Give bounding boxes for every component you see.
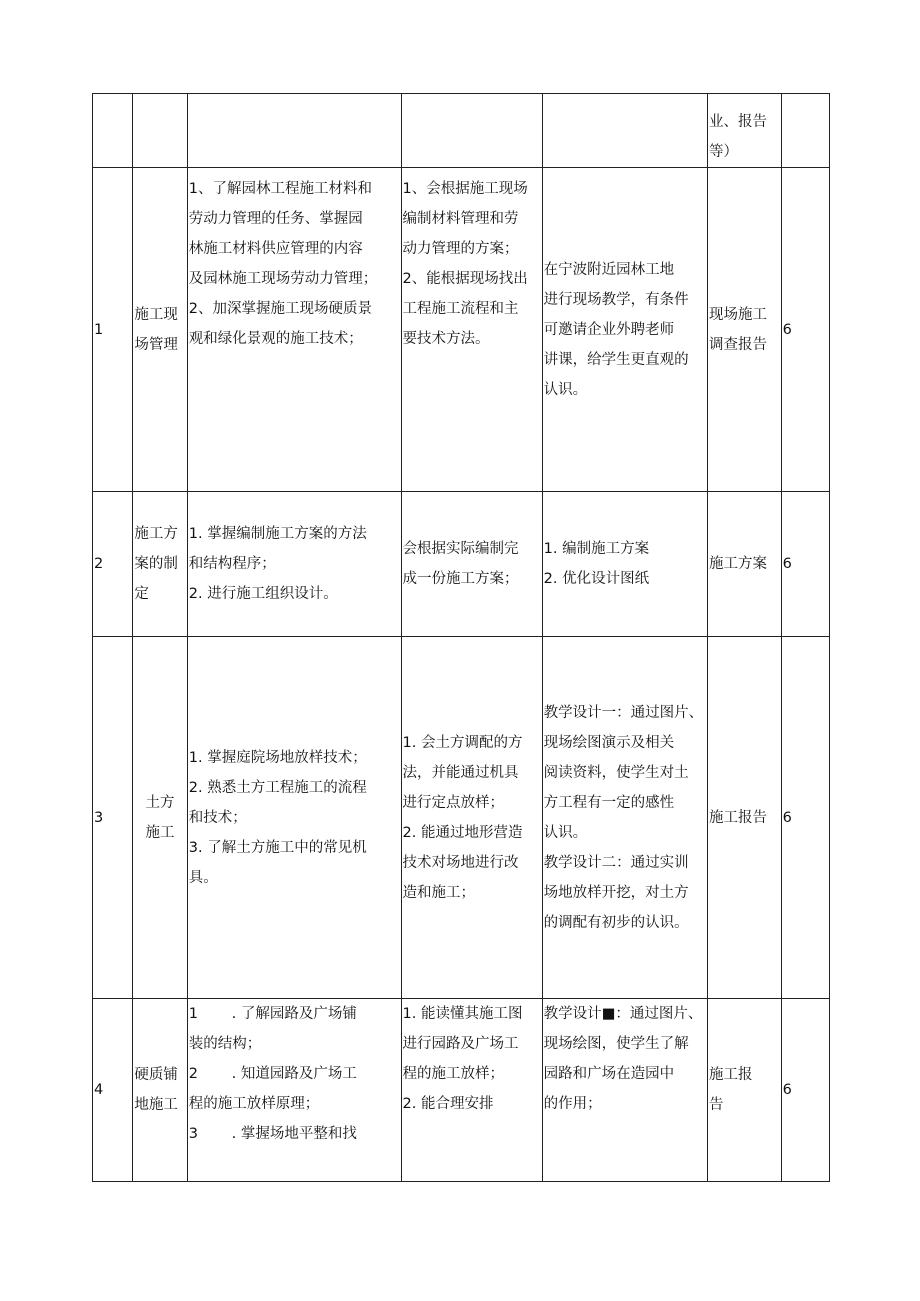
cell-output: 业、报告 等）: [707, 94, 781, 168]
cell-output: 施工方案: [707, 492, 781, 637]
cell-output: 施工报 告: [707, 999, 781, 1182]
cell-topic: 施工现 场管理: [133, 168, 187, 492]
table-row: [93, 94, 830, 168]
cell-skill: 1. 会土方调配的方 法，并能通过机具 进行定点放样； 2. 能通过地形营造 技术对场地进行改 造和施工；: [401, 637, 542, 999]
cell-goal: 1 . 了解园路及广场铺 装的结构； 2 . 知道园路及广场工 程的施工放样原理； 3 . 掌握场地平整和找: [187, 999, 401, 1182]
cell-method: [542, 94, 707, 168]
cell-goal: 1、了解园林工程施工材料和 劳动力管理的任务、掌握园 林施工材料供应管理的内容 及园林施工现场劳动力管理； 2、加深掌握施工现场硬质景 观和绿化景观的施工技术；: [187, 168, 401, 492]
table-row: [93, 492, 830, 637]
cell-hours: [781, 94, 829, 168]
cell-goal: 1. 掌握庭院场地放样技术； 2. 熟悉土方工程施工的流程 和技术； 3. 了解土方施工中的常见机 具。: [187, 637, 401, 999]
cell-skill: 1. 能读懂其施工图 进行园路及广场工 程的施工放样； 2. 能合理安排: [401, 999, 542, 1182]
cell-topic: 土方 施工: [133, 637, 187, 999]
cell-skill: 1、会根据施工现场 编制材料管理和劳 动力管理的方案； 2、能根据现场找出 工程施工流程和主 要技术方法。: [401, 168, 542, 492]
cell-no: [93, 94, 133, 168]
cell-no: 2: [93, 492, 133, 637]
cell-output: 现场施工 调查报告: [707, 168, 781, 492]
cell-hours: 6: [781, 637, 829, 999]
table-row: [93, 637, 830, 999]
cell-goal: 1. 掌握编制施工方案的方法 和结构程序； 2. 进行施工组织设计。: [187, 492, 401, 637]
course-schedule-table: [92, 93, 830, 1182]
cell-topic: [133, 94, 187, 168]
cell-method: 教学设计一：通过图片、 现场绘图演示及相关 阅读资料，使学生对土 方工程有一定的感性 认识。 教学设计二：通过实训 场地放样开挖，对土方 的调配有初步的认识。: [542, 637, 707, 999]
cell-goal: [187, 94, 401, 168]
cell-skill: 会根据实际编制完 成一份施工方案；: [401, 492, 542, 637]
cell-no: 4: [93, 999, 133, 1182]
cell-hours: 6: [781, 168, 829, 492]
cell-no: 3: [93, 637, 133, 999]
cell-hours: 6: [781, 492, 829, 637]
cell-method: 在宁波附近园林工地 进行现场教学，有条件 可邀请企业外聘老师 讲课，给学生更直观的 认识。: [542, 168, 707, 492]
cell-hours: 6: [781, 999, 829, 1182]
cell-topic: 施工方 案的制 定: [133, 492, 187, 637]
cell-skill: [401, 94, 542, 168]
cell-output: 施工报告: [707, 637, 781, 999]
table-row: [93, 999, 830, 1182]
cell-no: 1: [93, 168, 133, 492]
cell-topic: 硬质铺 地施工: [133, 999, 187, 1182]
cell-method: 教学设计■：通过图片、 现场绘图，使学生了解 园路和广场在造园中 的作用；: [542, 999, 707, 1182]
cell-method: 1. 编制施工方案 2. 优化设计图纸: [542, 492, 707, 637]
table-row: [93, 168, 830, 492]
